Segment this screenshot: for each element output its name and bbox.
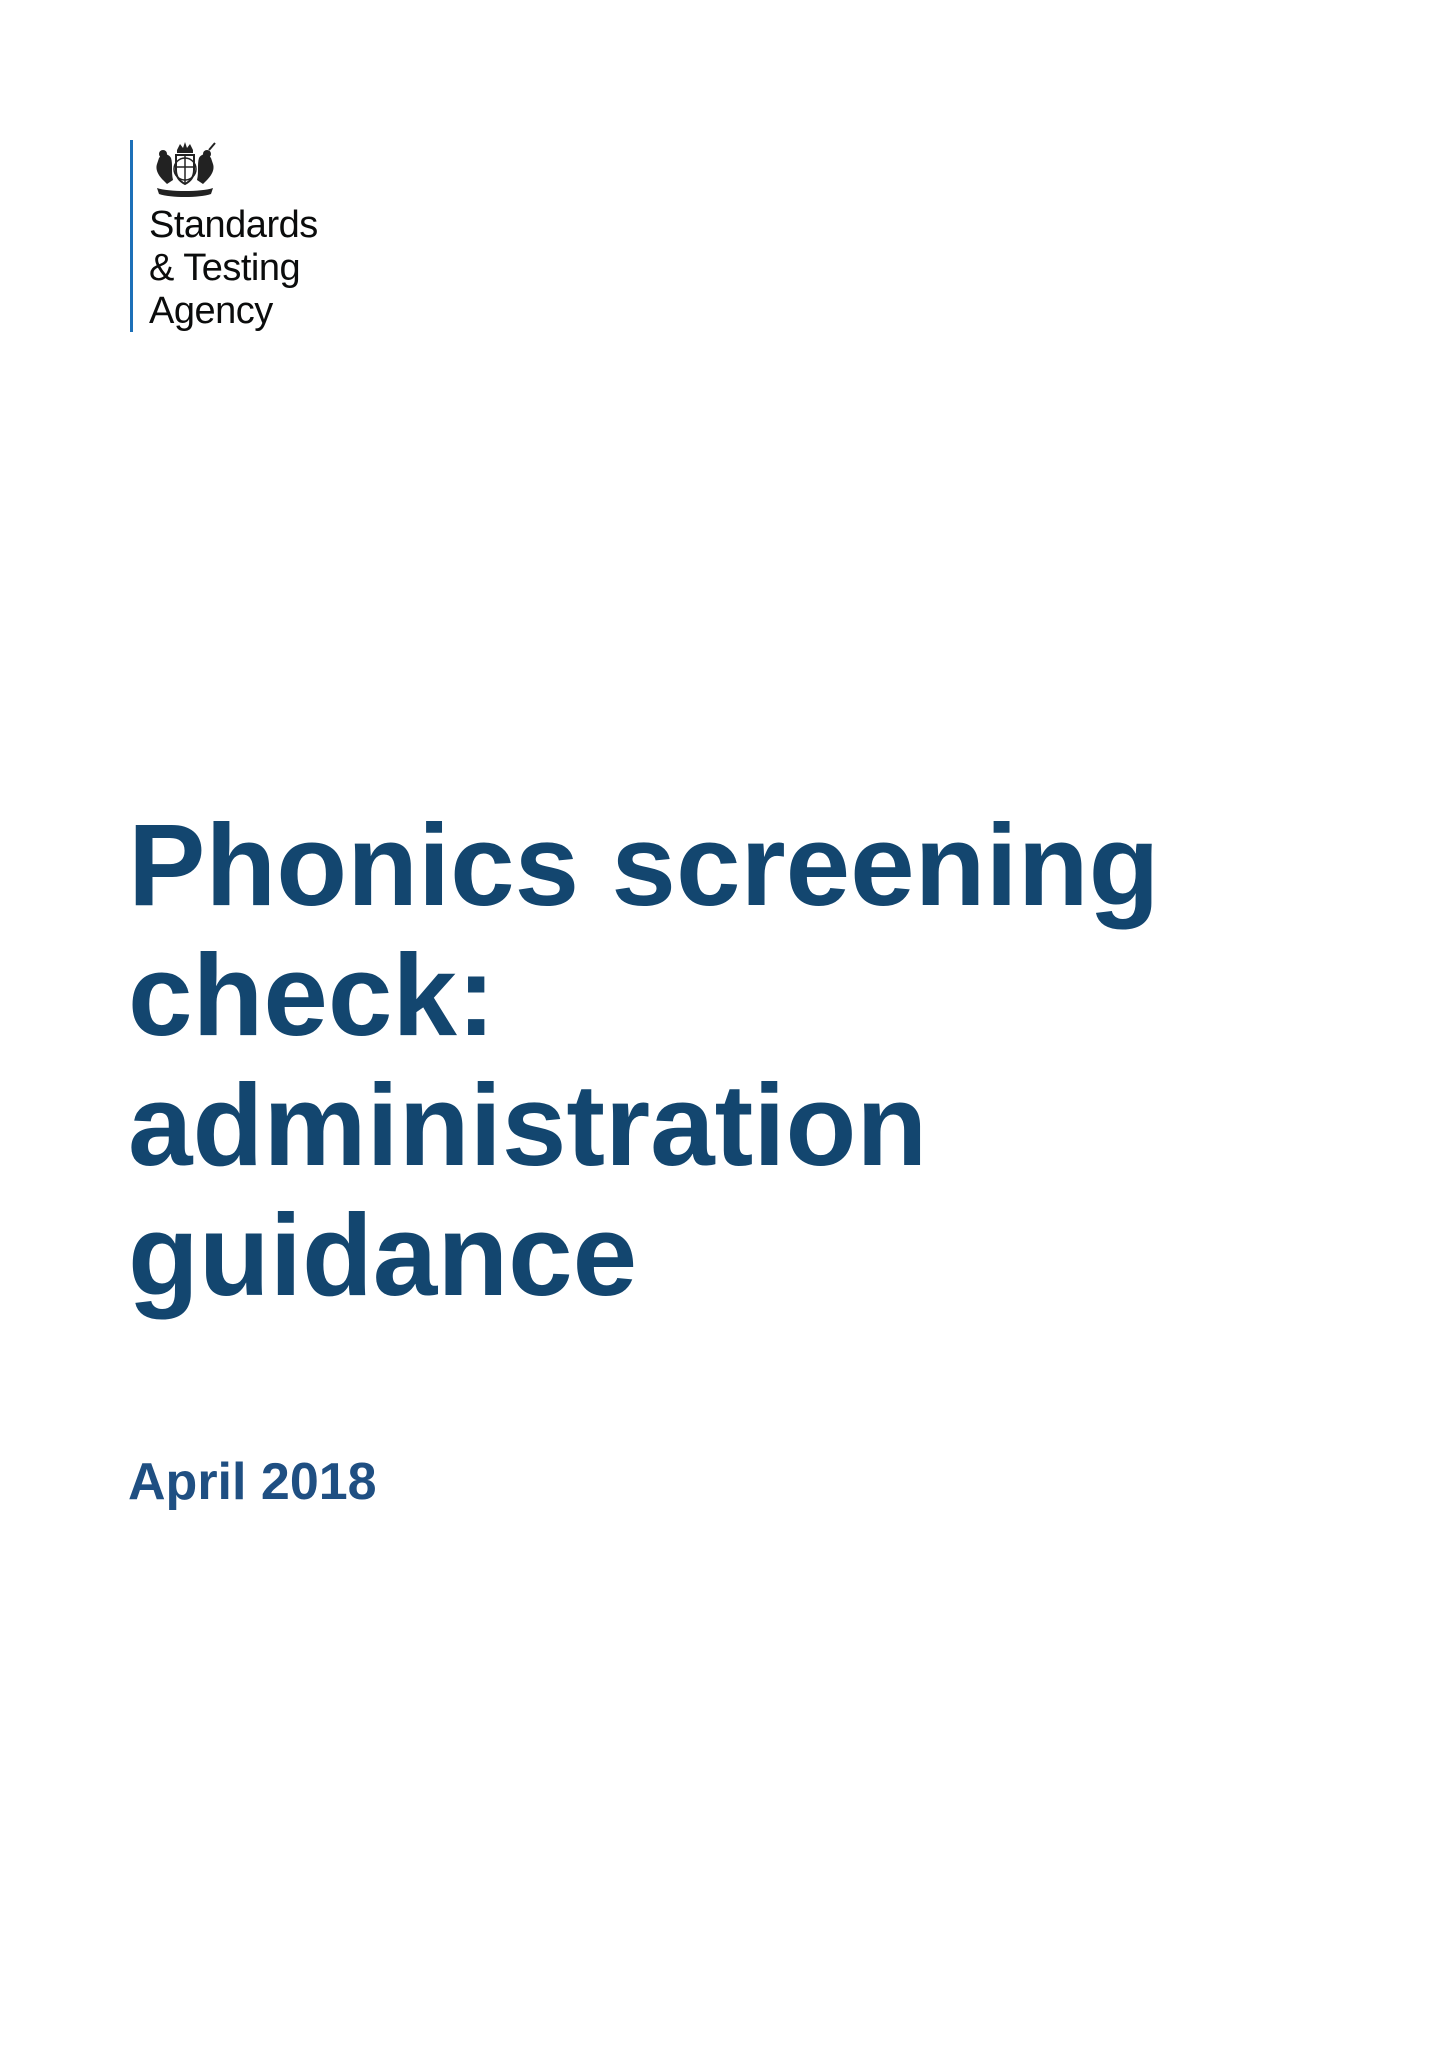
document-title-line-2: check: [128,930,496,1060]
agency-name-line-3: Agency [149,290,273,332]
document-title-line-4: guidance [128,1190,638,1320]
publication-date: April 2018 [128,1453,377,1511]
royal-coat-of-arms-icon [149,140,221,200]
document-title [128,800,1328,1320]
document-title-line-1: Phonics screening [128,800,1160,930]
agency-name-line-2: & Testing [149,247,301,289]
agency-name-line-1: Standards [149,204,318,246]
agency-name [149,204,318,333]
agency-logo [130,140,389,332]
document-title-line-3: administration [128,1060,928,1190]
